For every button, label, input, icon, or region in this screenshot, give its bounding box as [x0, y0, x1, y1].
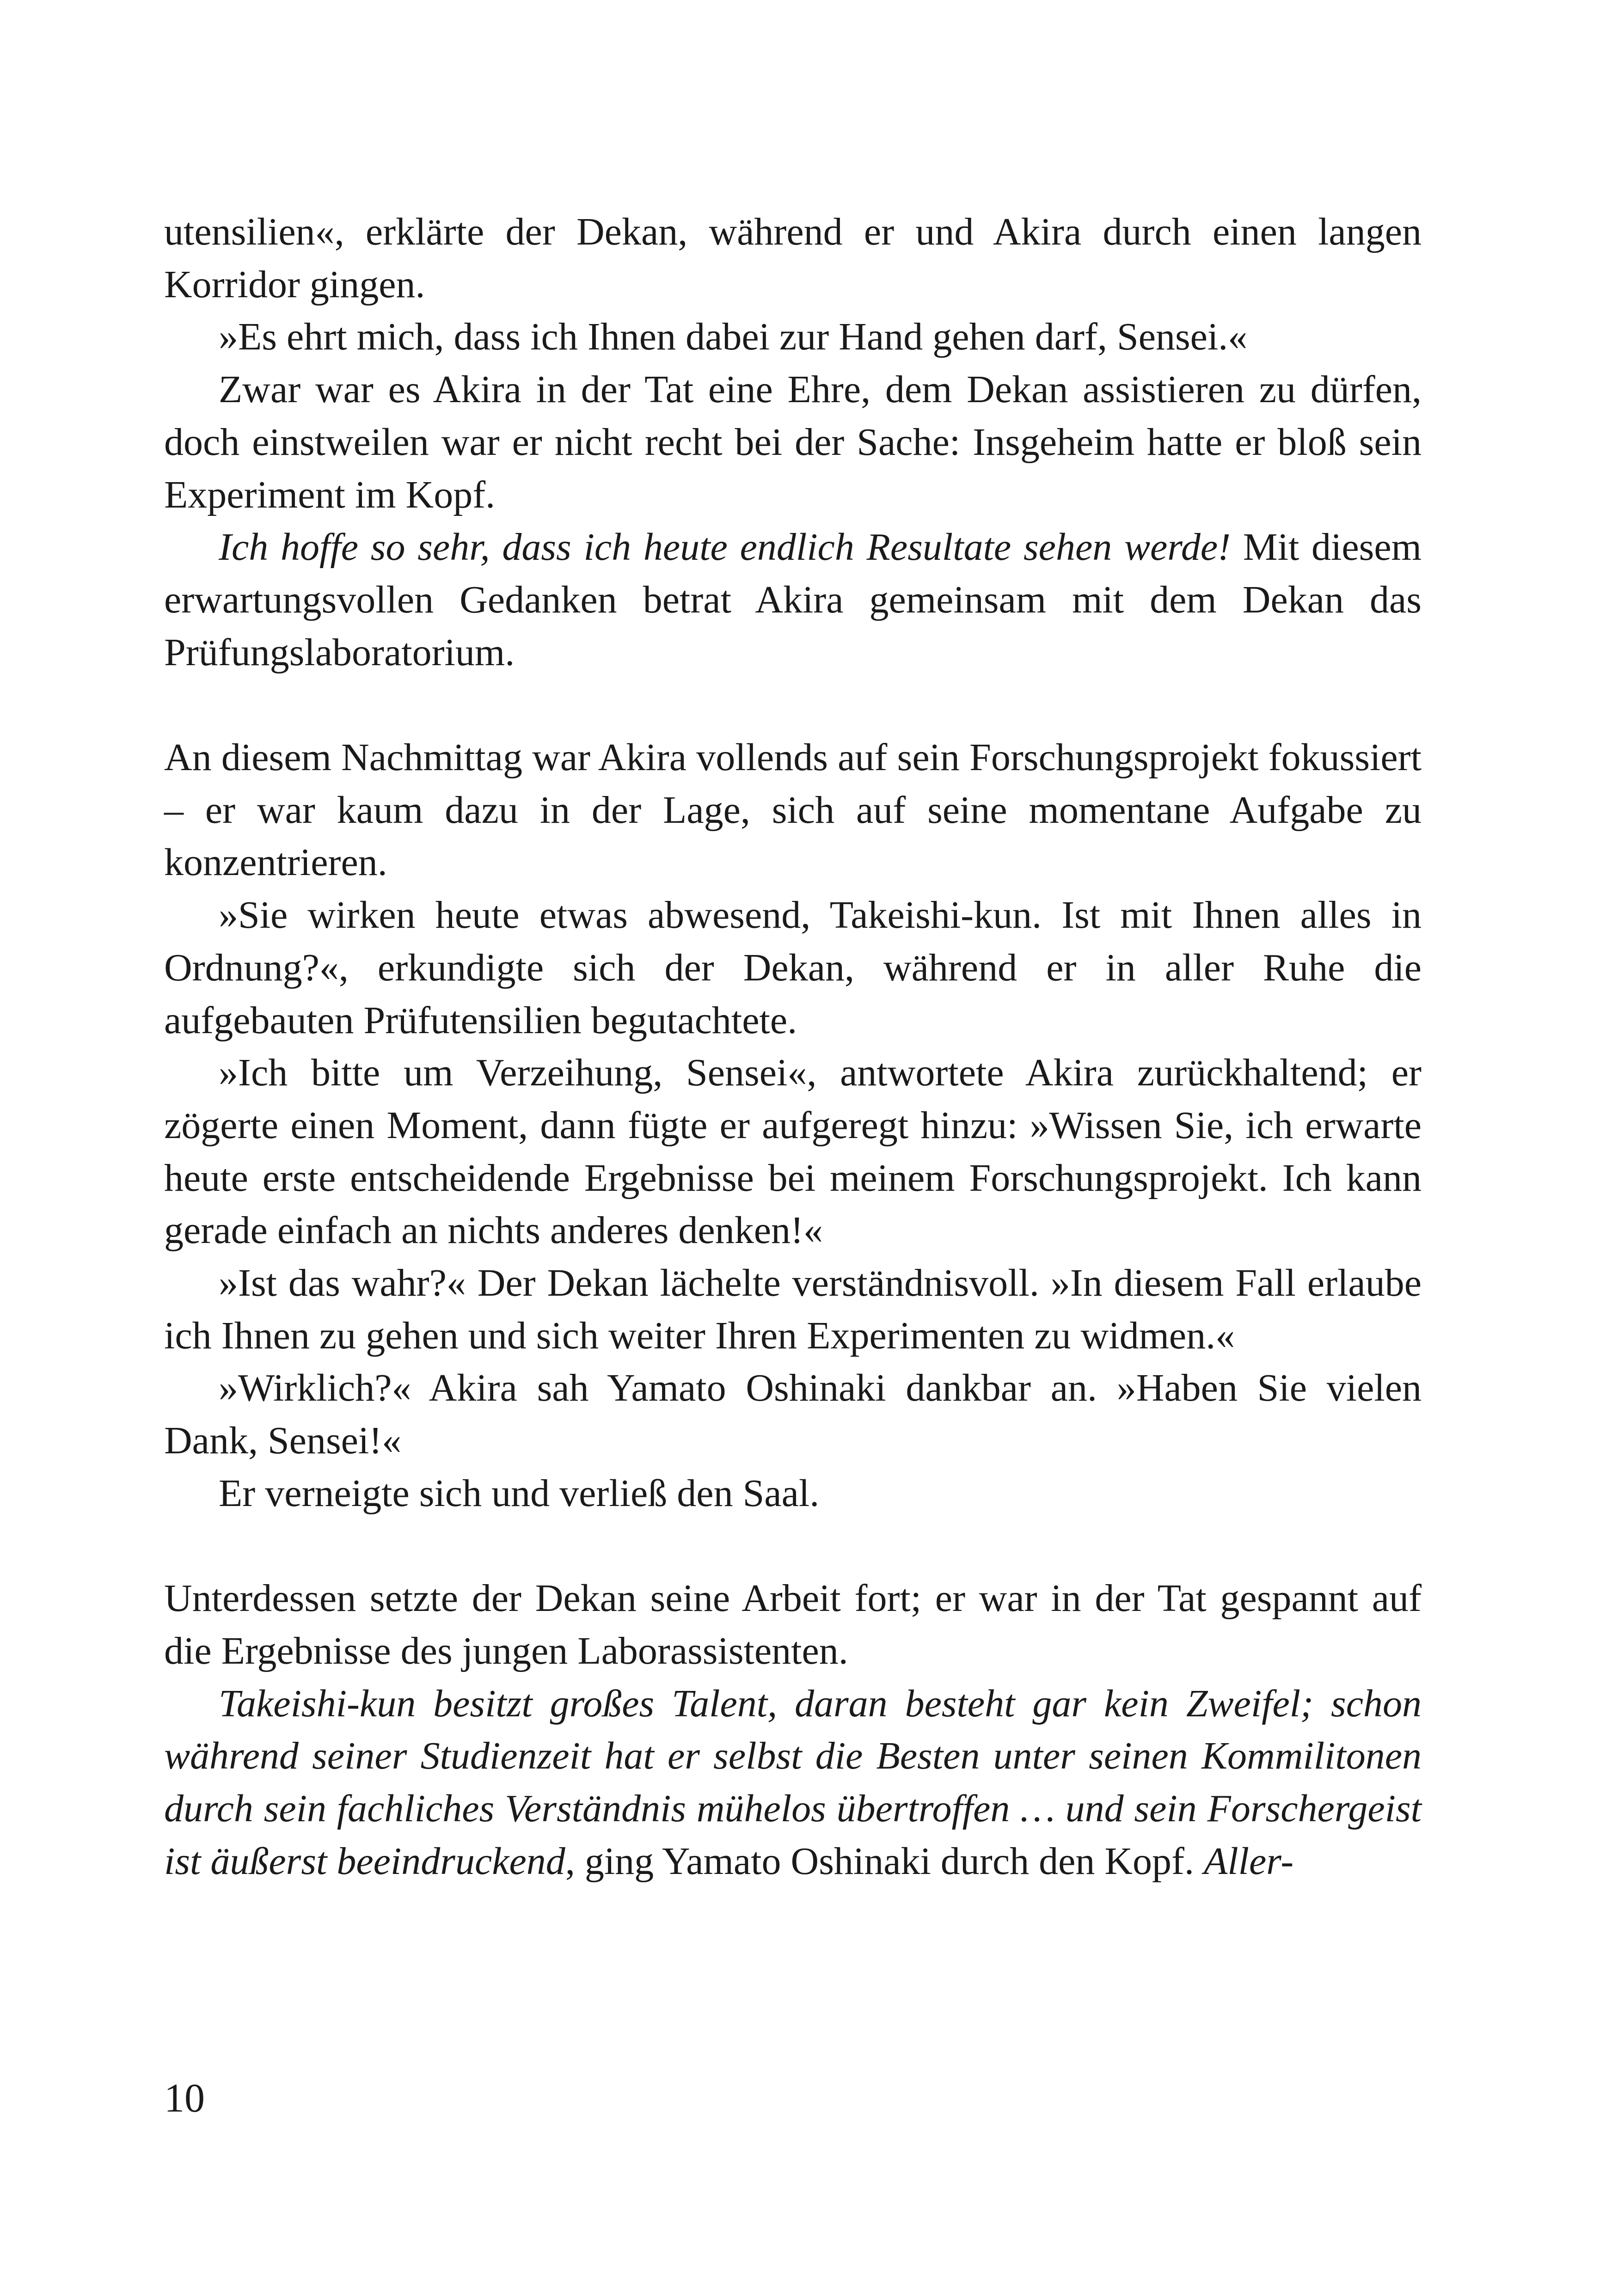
paragraph-8: »Ist das wahr?« Der Dekan lächelte verständnisvoll. »In diesem Fall erlaube ich Ihnen zu gehen und sich weiter Ihren Experimenten zu widmen.«: [164, 1261, 1422, 1357]
paragraph-11: Unterdessen setzte der Dekan seine Arbeit fort; er war in der Tat gespannt auf die Ergebnisse des jungen Laborassistenten.: [164, 1577, 1422, 1672]
inner-thought: Ich hoffe so sehr, dass ich heute endlich Resultate sehen werde!: [219, 526, 1231, 569]
paragraph-9: »Wirklich?« Akira sah Yamato Oshinaki dankbar an. »Haben Sie vielen Dank, Sensei!«: [164, 1366, 1422, 1463]
body-text: [164, 206, 1422, 1887]
inner-thought-continued: Aller-: [1204, 1839, 1294, 1883]
paragraph-3: Zwar war es Akira in der Tat eine Ehre, dem Dekan assistieren zu dürfen, doch einstweilen war er nicht recht bei der Sache: Insgeheim hatte er bloß sein Experiment im Kopf.: [164, 368, 1422, 516]
paragraph-6: »Sie wirken heute etwas abwesend, Takeishi-kun. Ist mit Ihnen alles in Ordnung?«, erkundigte sich der Dekan, während er in aller Ruhe die aufgebauten Prüfutensilien begutachtete.: [164, 894, 1422, 1042]
paragraph-1: utensilien«, erklärte der Dekan, während er und Akira durch einen langen Korridor gingen.: [164, 210, 1422, 306]
paragraph-10: Er verneigte sich und verließ den Saal.: [219, 1471, 820, 1515]
paragraph-4: Ich hoffe so sehr, dass ich heute endlich Resultate sehen werde! Mit diesem erwartungsvollen Gedanken betrat Akira gemeinsam mit dem Dekan das Prüfungslaboratorium.: [164, 526, 1422, 674]
section-break: [164, 1520, 1422, 1573]
paragraph-5: An diesem Nachmittag war Akira vollends auf sein Forschungsprojekt fokussiert – er war kaum dazu in der Lage, sich auf seine momentane Aufgabe zu konzentrieren.: [164, 736, 1422, 884]
section-break: [164, 679, 1422, 731]
paragraph-12: Takeishi-kun besitzt großes Talent, daran besteht gar kein Zweifel; schon während seiner Studienzeit hat er selbst die Besten unter seinen Kommilitonen durch sein fachliches Verständnis mühelos übertroffen … und sein Forschergeist ist äußerst beeindruckend, ging Yamato Oshinaki durch den Kopf. Aller-: [164, 1682, 1422, 1883]
inner-thought: Takeishi-kun besitzt großes Talent, daran besteht gar kein Zweifel; schon während seiner Studienzeit hat er selbst die Besten unter seinen Kommilitonen durch sein fachliches Verständnis mühelos übertroffen … und sein Forschergeist ist äußerst beeindruckend: [164, 1682, 1422, 1883]
paragraph-7: »Ich bitte um Verzeihung, Sensei«, antwortete Akira zurückhaltend; er zögerte einen Moment, dann fügte er aufgeregt hinzu: »Wissen Sie, ich erwarte heute erste entscheidende Ergebnisse bei meinem Forschungsprojekt. Ich kann gerade einfach an nichts anderes denken!«: [164, 1051, 1422, 1252]
paragraph-2: »Es ehrt mich, dass ich Ihnen dabei zur Hand gehen darf, Sensei.«: [219, 315, 1248, 359]
page-number: 10: [164, 2076, 205, 2121]
